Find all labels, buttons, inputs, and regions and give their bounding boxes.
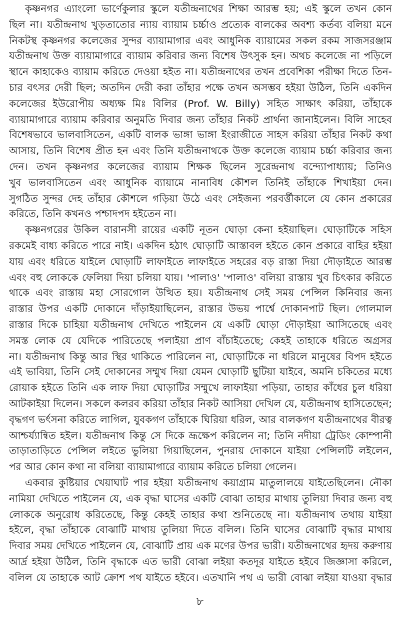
text-line: রাস্তার দিকে চাহিয়া যতীন্দ্রনাথ দেখিতে পাইলেন যে একটি ঘোড়া দৌড়াইয়া আসিতেছে এবং (9, 319, 392, 331)
text-line: আসায়, তিনি বিশেষ প্রীত হন এবং তিনি যতীন্দ্রনাথকে উক্ত কলেজে ব্যায়াম চর্চ্চা করিবার জন্য (9, 146, 392, 158)
text-line: হইলে, বৃদ্ধা তাঁহাকে বোঝাটি মাথায় তুলিয়া দিতে বলিল। তিনি ঘাসের বোঝাটি বৃদ্ধার মাথায় (9, 525, 392, 537)
text-line: একবার কুষ্টিয়ার খেয়াঘাট পার হইয়া যতীন্দ্রনাথ কয়াগ্রাম মাতুলালয়ে যাইতেছিলেন। নৌকা (25, 477, 392, 489)
page-body (9, 2, 392, 586)
text-line: যতীন্দ্রনাথ উক্ত ব্যায়ামাগারে ব্যায়াম করিবার জন্য বিশেষ উৎসুক হন। অথচ কলেজে না পড়িলে (9, 51, 392, 63)
text-line: কলেজের ইউরোপীয় অধ্যক্ষ মিঃ বিলির (Prof. W. Billy) সহিত সাক্ষাৎ করিয়া, তাঁহাকে (9, 98, 392, 110)
text-line: এই ভাবিয়া, তিনি সেই দোকানের সম্মুখ দিয়া যেমন ঘোড়াটি ছুটিয়া যাইবে, অমনি চকিতের মধ্যে (9, 367, 392, 379)
paragraph-3 (9, 476, 392, 587)
text-line: থাকে এবং রাস্তায় মহা সোরগোল উত্থিত হয়। যতীন্দ্রনাথ সেই সময় পেন্সিল কিনিবার জন্য (9, 288, 392, 300)
text-line: তাড়াতাড়িতে পেন্সিল লইতে ভুলিয়া গিয়াছিলেন, পুনরায় দোকানে যাইয়া পেন্সিলটি লইলেন, (9, 446, 392, 458)
text-line: আশ্চর্য্যান্বিত হইল। যতীন্দ্রনাথ কিন্তু সে দিকে ভ্রূক্ষেপ করিলেন না; তিনি নদীয়া ট্রেডিং কোম্পানী (9, 430, 392, 442)
text-line: নামিয়া দেখিতে পাইলেন যে, এক বৃদ্ধা ঘাসের একটি বোঝা তাহার মাথায় তুলিয়া দিবার জন্য বহু (9, 493, 392, 505)
text-line: নিকটস্থ কৃষ্ণনগর কলেজের সুন্দর ব্যায়ামাগার এবং আধুনিক ব্যায়ামের সকল রকম সাজসরঞ্জাম (9, 35, 392, 47)
text-line: করিতে, তিনি কখনও পশ্চাদপদ হইতেন না। (9, 209, 177, 221)
text-line: যায় এবং ধরিতে যাইলে ঘোড়াটি লাফাইতে লাফাইতে সহরের বড় রাস্তা দিয়া দৌড়াইতে আরম্ভ (9, 256, 392, 268)
text-line: পর আর কোন কথা না বলিয়া ব্যায়ামাগারে ব্যায়াম করিতে চলিয়া গেলেন। (9, 462, 297, 474)
text-line: সমস্ত লোক যে যেদিকে পারিতেছে পলাইয়া প্রাণ বাঁচাইতেছে; কেহই তাহাকে ধরিতে অগ্রসর (9, 335, 392, 347)
text-line: ব্যায়ামাগারে ব্যায়াম করিবার অনুমতি দিবার জন্য তাঁহার নিকট প্রার্থনা জানাইলেন। বিলি সাহেব (9, 114, 392, 126)
text-line: রাস্তার উপর একটি দোকানে দাঁড়াইয়াছিলেন, রাস্তার উভয় পার্শ্বে দোকানপাট ছিল। গোলমাল (9, 304, 392, 316)
text-line: স্থানে কাহাকেও ব্যায়াম করিতে দেওয়া হইত না। যতীন্দ্রনাথের তখন প্রবেশিকা পরীক্ষা দিতে তিন- (9, 67, 392, 79)
text-line: আর্দ্র হইয়া উঠিল, তিনি বৃদ্ধাকে এত ভারী বোঝা লইয়া কতদূর যাইতে হইবে জিজ্ঞাসা করিলে, (9, 556, 392, 568)
text-line: সুগঠিত সুন্দর দেহ তাঁহার কৌশলে গড়িয়া উঠে এবং সেইজন্য পরবর্ত্তীকালে যে কোন প্রকারের (9, 193, 392, 205)
text-line: এবং বহু লোককে ফেলিয়া দিয়া চলিয়া যায়। 'পালাও' 'পালাও' বলিয়া রাস্তায় খুব চিৎকার করিতে (9, 272, 392, 284)
text-line: দিবার সময় দেখিতে পাইলেন যে, বোঝাটি প্রায় এক মণের উপর ভারী। যতীন্দ্রনাথের হৃদয় করুণায় (9, 541, 392, 553)
text-line: ছিল না। যতীন্দ্রনাথ খুড়তাতোর ন্যায় ব্যায়াম চর্চ্চাও প্রত্যেক বালকের অবশ্য কর্তব্য বলিয়া মনে (9, 19, 392, 31)
paragraph-2 (9, 223, 392, 476)
text-line: বৃদ্ধগণ ভর্ৎসনা করিতে লাগিল, যুবকগণ তাঁহাকে ঘিরিয়া ধরিল, আর বালকগণ যতীন্দ্রনাথের বীরত্ব (9, 414, 392, 426)
paragraph-1 (9, 2, 392, 223)
text-line: খুব ভালবাসিতেন এবং আধুনিক ব্যায়ামে নানাবিধ কৌশল তিনিই তাঁহাকে শিখাইয়া দেন। (9, 177, 392, 189)
text-line: রোয়াক হইতে তিনি এক লাফ দিয়া ঘোড়াটির সম্মুখে লাফাইয়া পড়িয়া, তাহার কাঁধের চুল ধরিয়া (9, 383, 392, 395)
text-line: আটকাইয়া দিলেন। সকলে কলরব করিয়া তাঁহার নিকট আসিয়া দেখিল যে, যতীন্দ্রনাথ হাসিতেছেন; (9, 398, 392, 410)
page-number: ৮ (196, 595, 204, 608)
text-line: লোককে অনুরোধ করিতেছে, কিন্তু কেহই তাহার কথা শুনিতেছে না। যতীন্দ্রনাথ তথায় যাইয়া (9, 509, 392, 521)
text-line: বলিল যে তাহাকে আট ক্রোশ পথ যাইতে হইবে। এতখানি পথ এ ভারী বোঝা লইয়া যাওয়া বৃদ্ধার (9, 572, 392, 584)
text-line: না। যতীন্দ্রনাথ কিন্তু আর স্থির থাকিতে পারিলেন না, ঘোড়াটিকে না ধরিলে মানুষের বিপদ হইতে (9, 351, 392, 363)
text-line: কৃষ্ণনগর এ্যাংলো ভার্ণেকুলার স্কুলে যতীন্দ্রনাথের শিক্ষা আরম্ভ হয়; এই স্কুলে তখন কোন (25, 4, 392, 15)
text-line: বিশেষভাবে ভালবাসিতেন, একটি বালক ভাঙ্গা ভাঙ্গা ইংরাজীতে সাহস করিয়া তাঁহার নিকট কথা (9, 130, 392, 142)
text-line: কৃষ্ণনগরের উকিল বারানসী রায়ের একটি নূতন ঘোড়া কেনা হইয়াছিল। ঘোড়াটিকে সহিস (25, 225, 392, 237)
text-line: দেন। তখন কৃষ্ণনগর কলেজের ব্যায়াম শিক্ষক ছিলেন সুরেন্দ্রনাথ বন্দ্যোপাধ্যায়; তিনিও (9, 161, 392, 173)
text-line: চার বৎসর দেরী ছিল; অতদিন দেরী করা তাঁহার পক্ষে তখন অসম্ভব হইয়া উঠিল, তিনি একদিন (9, 82, 392, 94)
text-line: রকমেই বাধ্য করিতে পারে নাই। একদিন হঠাৎ ঘোড়াটি আস্তাবল হইতে কোন প্রকারে বাহির হইয়া (9, 240, 392, 252)
